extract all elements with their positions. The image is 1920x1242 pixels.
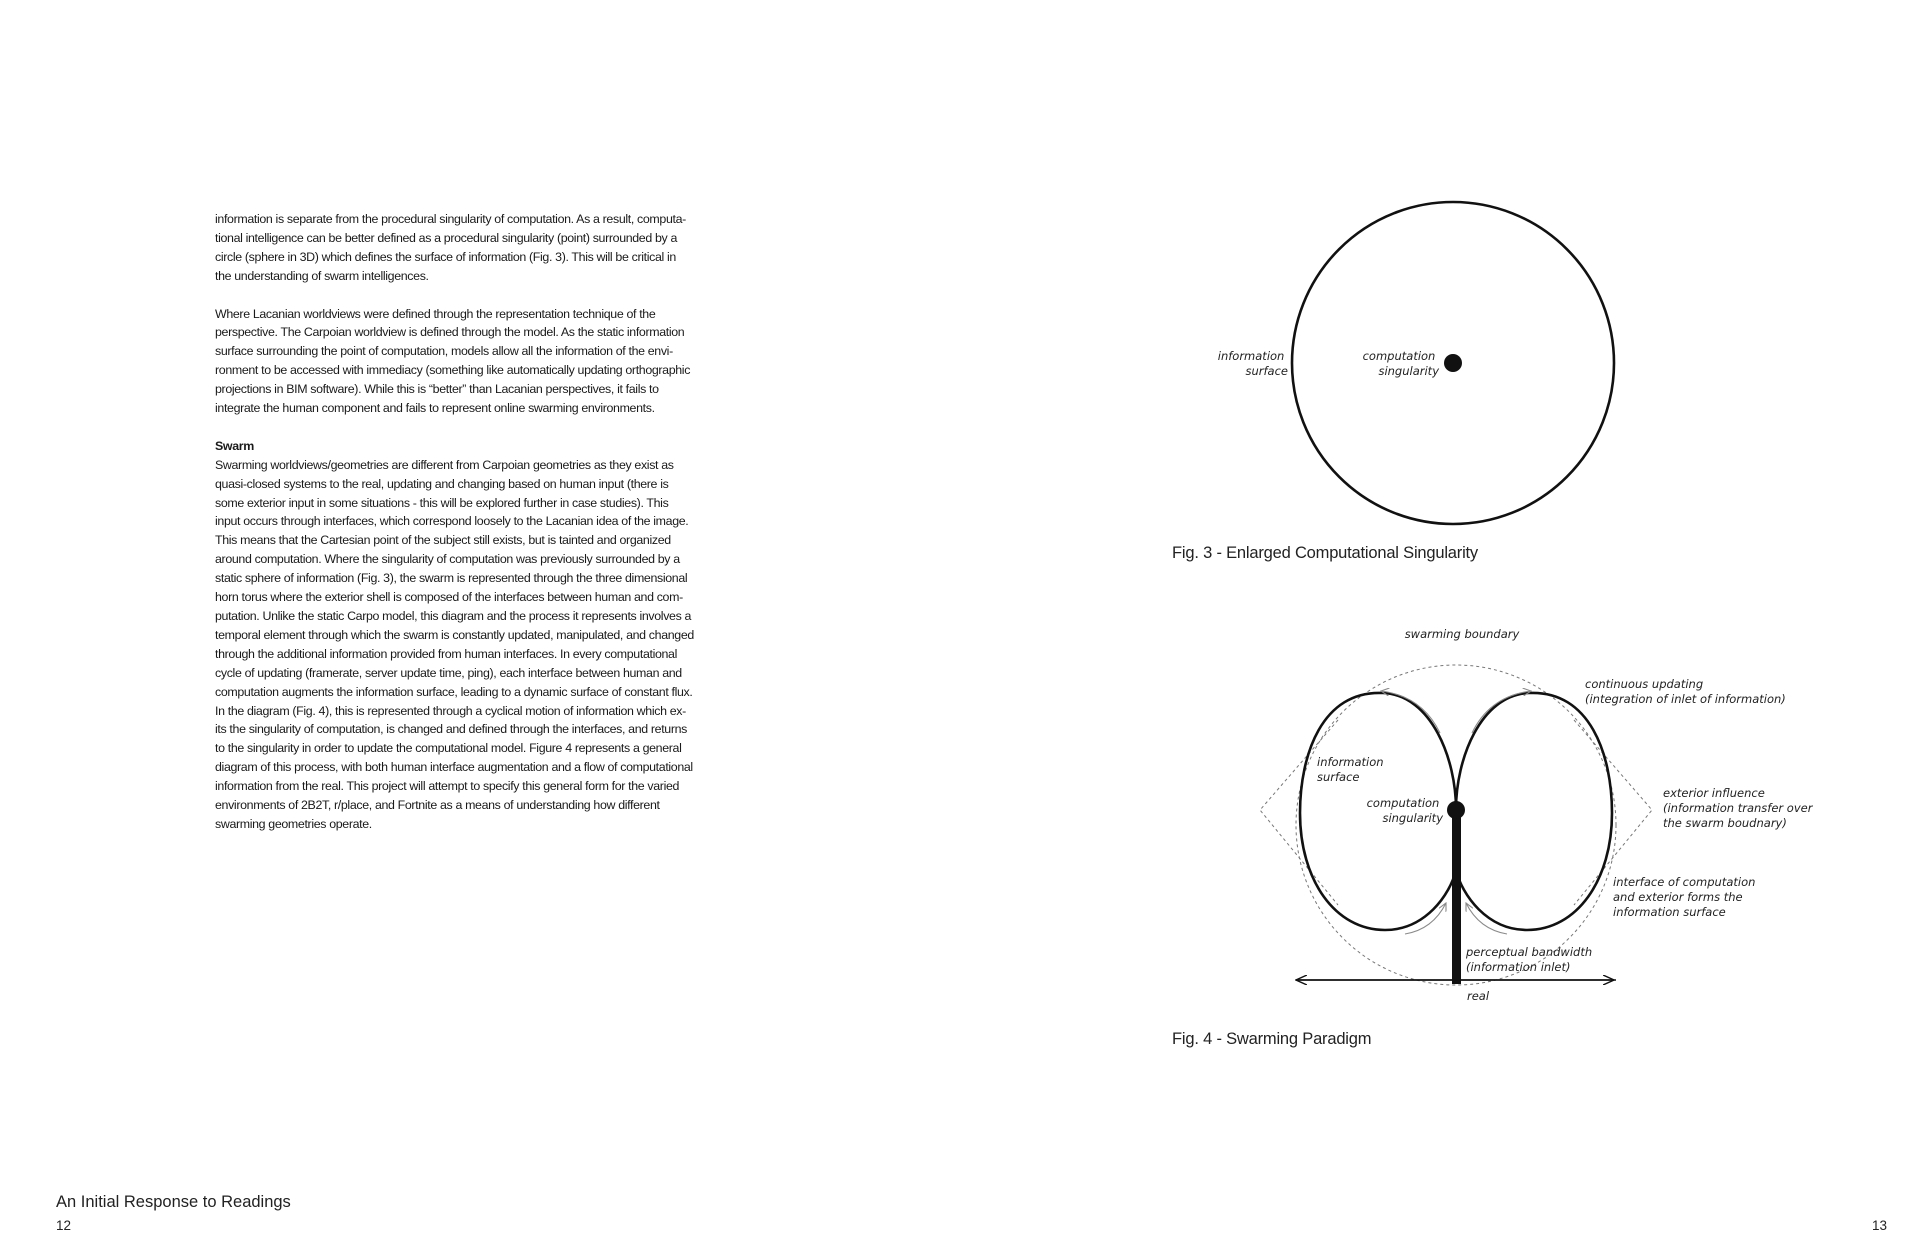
text-line: swarming geometries operate. (215, 816, 372, 831)
fig4-caption: Fig. 4 - Swarming Paradigm (1172, 1030, 1372, 1048)
paragraph-gap (215, 418, 755, 437)
text-line: environments of 2B2T, r/place, and Fortnite as a means of understanding how different (215, 798, 660, 813)
perceptual-bandwidth-bar (1452, 811, 1461, 984)
label-continuous-updating (1585, 677, 1786, 706)
label-line: and exterior forms the (1613, 890, 1743, 904)
text-line: projections in BIM software). While this is “better” than Lacanian perspectives, it fails to (215, 382, 659, 397)
text-line: computation augments the information surface, leading to a dynamic surface of constant flux. (215, 684, 693, 699)
label-line: surface (1317, 770, 1360, 784)
text-line: the understanding of swarm intelligences. (215, 268, 429, 283)
text-line: information from the real. This project will attempt to specify this general form for the varied (215, 779, 680, 794)
footer-title: An Initial Response to Readings (56, 1193, 291, 1211)
text-line: temporal element through which the swarm is constantly updated, manipulated, and changed (215, 627, 694, 642)
text-line: surface surrounding the point of computation, models allow all the information of the envi- (215, 344, 673, 359)
page-number-right: 13 (1872, 1218, 1888, 1233)
text-line: some exterior input in some situations - this will be explored further in case studies). This (215, 495, 669, 510)
paragraph-2 (215, 305, 755, 418)
text-line: cycle of updating (framerate, server update time, ping), each interface between human and (215, 665, 682, 680)
text-line: Swarming worldviews/geometries are different from Carpoian geometries as they exist as (215, 457, 674, 472)
label-line: information (1217, 349, 1285, 363)
paragraph-gap (215, 286, 755, 305)
label-line: information surface (1613, 905, 1726, 919)
text-line: In the diagram (Fig. 4), this is represented through a cyclical motion of information which ex- (215, 703, 686, 718)
body-text (215, 210, 755, 834)
text-line: input occurs through interfaces, which correspond loosely to the Lacanian idea of the image. (215, 514, 689, 529)
label-real: real (1466, 989, 1490, 1003)
label-computation-singularity (1367, 796, 1444, 825)
fig3-label-computation-singularity (1363, 349, 1440, 378)
text-line: through the additional information provided from human interfaces. In every computational (215, 646, 678, 661)
text-line: diagram of this process, with both human interface augmentation and a flow of computational (215, 760, 693, 775)
label-line: exterior influence (1663, 786, 1765, 800)
information-surface-lobes (1300, 693, 1612, 930)
text-line: putation. Unlike the static Carpo model, this diagram and the process it represents involves a (215, 609, 692, 623)
flow-arrow-bottom-right (1466, 903, 1507, 934)
label-line: perceptual bandwidth (1466, 945, 1593, 959)
label-interface-of-computation (1613, 875, 1759, 919)
flow-arrow-top-left (1381, 691, 1440, 733)
text-line: static sphere of information (Fig. 3), the swarm is represented through the three dimensional (215, 571, 688, 586)
text-line: around computation. Where the singularity of computation was previously surrounded by a (215, 552, 680, 567)
label-line: singularity (1382, 811, 1443, 825)
text-line: Where Lacanian worldviews were defined through the representation technique of the (215, 306, 656, 321)
information-surface-circle (1292, 202, 1614, 524)
flow-arrow-bottom-left (1405, 903, 1446, 934)
label-exterior-influence (1663, 786, 1816, 830)
text-line: integrate the human component and fails to represent online swarming environments. (215, 401, 655, 416)
text-line: to the singularity in order to update the computational model. Figure 4 represents a general (215, 741, 682, 756)
text-line: tional intelligence can be better defined as a procedural singularity (point) surrounded by a (215, 230, 678, 245)
fig3-label-information-surface (1218, 349, 1288, 378)
fig3-caption: Fig. 3 - Enlarged Computational Singularity (1172, 544, 1478, 562)
text-line: This means that the Cartesian point of the subject still exists, but is tainted and organized (215, 533, 671, 548)
swarming-boundary-circle (1296, 665, 1616, 985)
section-heading: Swarm (215, 438, 254, 453)
label-line: continuous updating (1585, 677, 1704, 691)
label-information-surface (1317, 755, 1387, 784)
text-line: circle (sphere in 3D) which defines the surface of information (Fig. 3). This will be critical in (215, 249, 676, 264)
flow-arrow-top-right (1472, 691, 1531, 733)
label-line: computation (1362, 349, 1436, 363)
label-line: (integration of inlet of information) (1585, 692, 1786, 706)
label-line: interface of computation (1613, 875, 1756, 889)
text-line: information is separate from the procedural singularity of computation. As a result, computa- (215, 212, 686, 226)
paragraph-1 (215, 210, 755, 286)
swarm-section (215, 437, 755, 834)
computation-singularity-dot (1444, 354, 1462, 372)
text-line: its the singularity of computation, is changed and defined through the interfaces, and returns (215, 722, 687, 737)
label-line: singularity (1378, 364, 1439, 378)
label-line: the swarm boudnary) (1663, 816, 1787, 830)
label-swarming-boundary: swarming boundary (1404, 627, 1520, 641)
label-perceptual-bandwidth (1465, 945, 1596, 974)
exterior-influence-lines-left (1260, 720, 1338, 905)
label-line: (information transfer over (1663, 801, 1813, 815)
text-line: horn torus where the exterior shell is composed of the interfaces between human and com- (215, 590, 683, 605)
page-number-left: 12 (56, 1218, 72, 1233)
text-line: quasi-closed systems to the real, updating and changing based on human input (there is (215, 476, 669, 491)
fig4-computation-singularity-dot (1447, 801, 1465, 819)
exterior-influence-lines-right (1574, 720, 1652, 905)
label-line: computation (1366, 796, 1440, 810)
label-line: information (1317, 755, 1384, 769)
label-line: surface (1245, 364, 1288, 378)
text-line: ronment to be accessed with immediacy (something like automatically updating orthographic (215, 363, 691, 378)
text-line: perspective. The Carpoian worldview is defined through the model. As the static information (215, 325, 685, 340)
label-line: (information inlet) (1466, 960, 1571, 974)
